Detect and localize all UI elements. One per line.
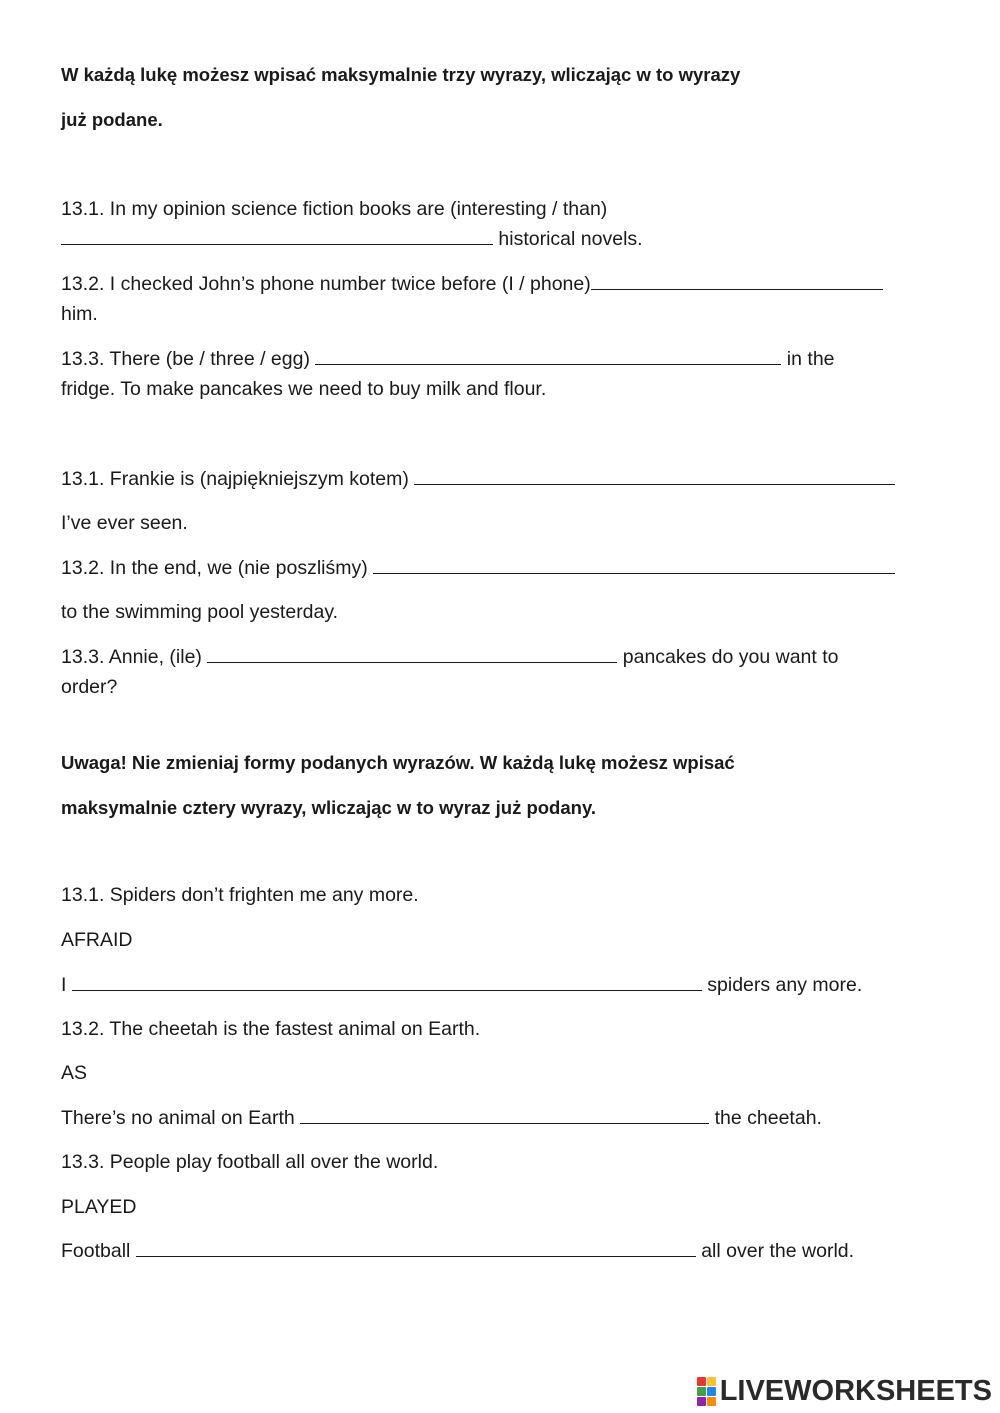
answer-blank[interactable]: [315, 350, 781, 365]
exercise-text: in the: [781, 348, 835, 370]
exercise-text: There’s no animal on Earth: [61, 1107, 301, 1129]
exercise-sentence: 13.3. People play football all over the world.: [61, 1151, 439, 1173]
exercise-sentence: 13.1. In my opinion science fiction books are (interesting / than): [61, 198, 608, 220]
logo-text: LIVEWORKSHEETS: [719, 1374, 992, 1407]
exercise-text: 13.3. Annie, (ile): [61, 646, 208, 668]
instruction-line: Uwaga! Nie zmieniaj formy podanych wyrazów. W każdą lukę możesz wpisać: [61, 752, 735, 773]
instruction-line: W każdą lukę możesz wpisać maksymalnie trzy wyrazy, wliczając w to wyrazy: [61, 64, 741, 85]
exercise-text: 13.2. In the end, we (nie poszliśmy): [61, 557, 374, 579]
exercise-text: all over the world.: [695, 1240, 855, 1262]
keyword: AFRAID: [61, 929, 133, 951]
answer-blank[interactable]: [207, 648, 617, 663]
answer-blank[interactable]: [72, 976, 702, 991]
answer-blank[interactable]: [373, 559, 895, 574]
instruction-line: maksymalnie cztery wyrazy, wliczając w to wyraz już podany.: [61, 797, 597, 818]
exercise-sentence: [61, 271, 883, 297]
liveworksheets-logo: [697, 1373, 992, 1409]
answer-blank[interactable]: [61, 230, 493, 245]
answer-blank[interactable]: [414, 470, 895, 485]
exercise-text: 13.3. There (be / three / egg): [61, 348, 316, 370]
exercise-answer-line: [61, 1105, 822, 1131]
instruction-line: już podane.: [61, 109, 163, 130]
exercise-sentence: [61, 466, 895, 492]
exercise-text: historical novels.: [493, 228, 643, 250]
exercise-text: fridge. To make pancakes we need to buy milk and flour.: [61, 378, 547, 400]
exercise-text: to the swimming pool yesterday.: [61, 601, 339, 623]
exercise-text: order?: [61, 676, 118, 698]
exercise-sentence: [61, 346, 835, 372]
answer-blank[interactable]: [591, 275, 883, 290]
answer-blank[interactable]: [136, 1242, 696, 1257]
keyword: PLAYED: [61, 1196, 137, 1218]
logo-mark-icon: [697, 1377, 716, 1406]
exercise-sentence: [61, 555, 895, 581]
exercise-answer-line: [61, 972, 862, 998]
exercise-text: spiders any more.: [701, 974, 863, 996]
exercise-answer-line: [61, 1238, 854, 1264]
exercise-text: 13.2. I checked John’s phone number twice before (I / phone): [61, 273, 591, 295]
exercise-text: I: [61, 974, 72, 996]
answer-blank[interactable]: [300, 1109, 709, 1124]
exercise-answer-line: [61, 226, 643, 252]
exercise-text: 13.1. Frankie is (najpiękniejszym kotem): [61, 468, 415, 490]
exercise-sentence: [61, 644, 839, 670]
exercise-sentence: 13.1. Spiders don’t frighten me any more.: [61, 884, 419, 906]
exercise-text: I’ve ever seen.: [61, 512, 188, 534]
exercise-text: him.: [61, 303, 98, 325]
exercise-text: pancakes do you want to: [617, 646, 839, 668]
exercise-sentence: 13.2. The cheetah is the fastest animal on Earth.: [61, 1018, 481, 1040]
exercise-text: the cheetah.: [709, 1107, 822, 1129]
exercise-text: Football: [61, 1240, 136, 1262]
keyword: AS: [61, 1062, 88, 1084]
